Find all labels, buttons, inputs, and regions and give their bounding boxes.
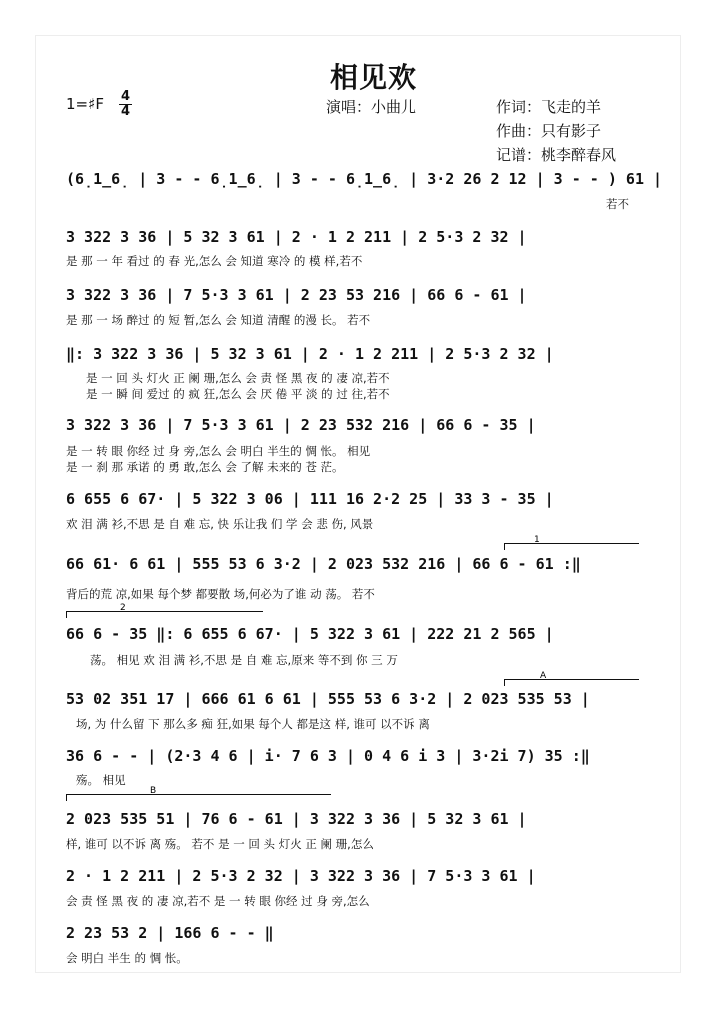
lyric-line-3: 是 那 一 场 醉过 的 短 暂,怎么 会 知道 清醒 的漫 长。 若不 <box>66 313 371 327</box>
lyric-line-9: 场, 为 什么留 下 那么多 痴 狂,如果 每个人 都是这 样, 谁可 以不诉 离 <box>76 717 430 731</box>
lyric-line-2: 是 那 一 年 看过 的 春 光,怎么 会 知道 寒冷 的 模 样,若不 <box>66 254 363 268</box>
first-ending-label: 1 <box>534 535 540 545</box>
lyric-line-10: 殇。 相见 <box>76 773 126 787</box>
time-signature-numerator: 4 <box>121 89 131 104</box>
composer-credit: 作曲：只有影子 <box>496 122 602 140</box>
lyric-line-5a: 是 一 转 眼 你经 过 身 旁,怎么 会 明白 半生的 惆 怅。 相见 <box>66 444 371 458</box>
lyricist-credit: 作词：飞走的羊 <box>496 98 602 116</box>
score-line-8: 66 6 - 35 ‖: 6 655 6 67· | 5 322 3 61 | 222 21 2 565 | <box>66 625 554 643</box>
score-line-6: 6 655 6 67· | 5 322 3 06 | 111 16 2·2 25 | 33 3 - 35 | <box>66 490 554 508</box>
time-signature-denominator: 4 <box>121 104 131 119</box>
score-line-9: 53 02 351 17 | 666 61 6 61 | 555 53 6 3·2 | 2 023 535 53 | <box>66 690 590 708</box>
key-signature: 1=♯F <box>66 95 104 113</box>
score-line-2: 3 322 3 36 | 5 32 3 61 | 2 · 1 2 211 | 2 5·3 2 32 | <box>66 228 527 246</box>
lyric-line-6: 欢 泪 满 衫,不思 是 自 难 忘, 快 乐让我 们 学 会 悲 伤, 风景 <box>66 517 374 531</box>
lyric-line-7: 背后的荒 凉,如果 每个梦 都要散 场,何必为了谁 动 荡。 若不 <box>66 587 375 601</box>
score-line-1: (6̣1̲6̣ | 3 - - 6̣1̲6̣ | 3 - - 6̣1̲6̣ | 3·2 26 2 12 | 3 - - ) 61 | <box>66 170 663 188</box>
score-line-5: 3 322 3 36 | 7 5·3 3 61 | 2 23 532 216 | 66 6 - 35 | <box>66 416 536 434</box>
singer-credit: 演唱：小曲儿 <box>326 98 417 116</box>
score-line-4: ‖: 3 322 3 36 | 5 32 3 61 | 2 · 1 2 211 | 2 5·3 2 32 | <box>66 345 554 363</box>
lyric-line-12: 会 责 怪 黑 夜 的 凄 凉,若不 是 一 转 眼 你经 过 身 旁,怎么 <box>66 894 370 908</box>
second-ending-bracket <box>66 611 263 618</box>
second-ending-label: 2 <box>120 603 126 613</box>
transcriber-credit: 记谱：桃李醉春风 <box>496 146 617 164</box>
lyric-line-13: 会 明白 半生 的 惆 怅。 <box>66 951 188 965</box>
score-line-13: 2 23 53 2 | 166 6 - - ‖ <box>66 924 274 942</box>
lyric-line-8: 荡。 相见 欢 泪 满 衫,不思 是 自 难 忘,原来 等不到 你 三 万 <box>90 653 398 667</box>
score-line-12: 2 · 1 2 211 | 2 5·3 2 32 | 3 322 3 36 | 7 5·3 3 61 | <box>66 867 536 885</box>
lyric-line-11: 样, 谁可 以不诉 离 殇。 若不 是 一 回 头 灯火 正 阑 珊,怎么 <box>66 837 374 851</box>
first-ending-bracket <box>504 543 639 550</box>
lyric-line-4b: 是 一 瞬 间 爱过 的 疯 狂,怎么 会 厌 倦 平 淡 的 过 往,若不 <box>86 387 390 401</box>
song-title: 相见欢 <box>330 61 418 94</box>
score-line-3: 3 322 3 36 | 7 5·3 3 61 | 2 23 53 216 | 66 6 - 61 | <box>66 286 527 304</box>
score-line-7: 66 61· 6 61 | 555 53 6 3·2 | 2 023 532 216 | 66 6 - 61 :‖ <box>66 555 581 573</box>
section-a-bracket <box>504 679 639 686</box>
score-line-10: 36 6 - - | (2·3 4 6 | i· 7 6 3 | 0 4 6 i 3 | 3·2i 7) 35 :‖ <box>66 747 590 765</box>
lyric-line-5b: 是 一 刹 那 承诺 的 勇 敢,怎么 会 了解 未来的 苍 茫。 <box>66 460 344 474</box>
score-line-11: 2 023 535 51 | 76 6 - 61 | 3 322 3 36 | 5 32 3 61 | <box>66 810 527 828</box>
section-b-bracket <box>66 794 331 801</box>
section-a-label: A <box>540 671 547 681</box>
lyric-line-4a: 是 一 回 头 灯火 正 阑 珊,怎么 会 责 怪 黑 夜 的 凄 凉,若不 <box>86 371 390 385</box>
lyric-line-1: 若不 <box>606 197 629 211</box>
section-b-label: B <box>150 786 157 796</box>
